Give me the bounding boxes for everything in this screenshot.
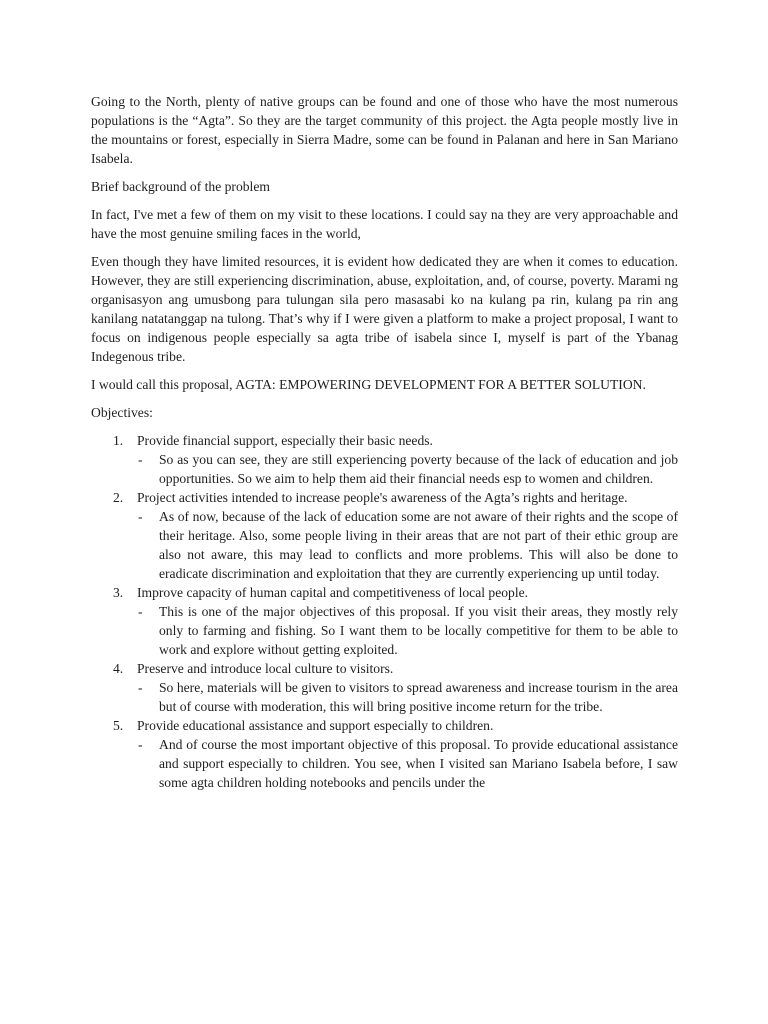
dash-bullet: - [138,680,143,695]
objective-detail [137,507,678,583]
objective-detail [137,450,678,488]
objective-detail-text: And of course the most important objective of this proposal. To provide educational assistance and support especially to children. You see, when I visited san Mariano Isabela before, I saw some agta children holding notebooks and pencils under the [159,737,678,790]
objective-detail-text: So here, materials will be given to visitors to spread awareness and increase tourism in the area but of course with moderation, this will bring positive income return for the tribe. [159,680,678,714]
dash-bullet: - [138,509,143,524]
objective-detail-text: So as you can see, they are still experiencing poverty because of the lack of education and job opportunities. So we aim to help them aid their financial needs esp to women and children. [159,452,678,486]
objective-details [137,450,678,488]
objectives-heading: Objectives: [91,405,153,420]
objective-item [91,583,678,659]
objective-detail [137,678,678,716]
objective-details [137,602,678,659]
objective-number: 5. [113,718,124,733]
document-page [91,92,678,792]
objective-title: Improve capacity of human capital and competitiveness of local people. [137,585,529,600]
objective-title: Provide financial support, especially their basic needs. [137,433,433,448]
objective-title: Project activities intended to increase people's awareness of the Agta’s rights and heritage. [137,490,628,505]
dash-bullet: - [138,604,143,619]
intro-paragraph: Going to the North, plenty of native groups can be found and one of those who have the most numerous populations is the “Agta”. So they are the target community of this project. the Agta people mostly live in the mountains or forest, especially in Sierra Madre, some can be found in Palanan and here in San Mariano Isabela. [91,94,678,166]
objective-number: 2. [113,490,124,505]
objective-details [137,735,678,792]
objective-number: 4. [113,661,124,676]
objective-title: Preserve and introduce local culture to visitors. [137,661,394,676]
objective-number: 3. [113,585,124,600]
objective-detail-text: As of now, because of the lack of education some are not aware of their rights and the scope of their heritage. Also, some people living in their areas that are not part of their ethic group are also not aware, this may lead to conflicts and more problems. This will also be done to eradicate discrimination and exploitation that they are currently experiencing up until today. [159,509,678,581]
objectives-list [91,431,678,792]
objective-title: Provide educational assistance and support especially to children. [137,718,494,733]
objective-details [137,678,678,716]
objective-item [91,659,678,716]
background-heading: Brief background of the problem [91,179,270,194]
proposal-paragraph: I would call this proposal, AGTA: EMPOWERING DEVELOPMENT FOR A BETTER SOLUTION. [91,377,646,392]
objective-detail [137,735,678,792]
objective-number: 1. [113,433,124,448]
objective-detail-text: This is one of the major objectives of this proposal. If you visit their areas, they mostly rely only to farming and fishing. So I want them to be locally competitive for them to be able to work and explore without getting exploited. [159,604,678,657]
resources-paragraph: Even though they have limited resources, it is evident how dedicated they are when it comes to education. However, they are still experiencing discrimination, abuse, exploitation, and, of course, poverty. Marami ng organisasyon ang umusbong para tulungan sila pero masasabi ko na kulang pa rin, kulang pa rin ang kanilang natatanggap na tulong. That’s why if I were given a platform to make a project proposal, I want to focus on indigenous people especially sa agta tribe of isabela since I, myself is part of the Ybanag Indegenous tribe. [91,254,678,364]
objective-item [91,716,678,792]
visit-paragraph: In fact, I've met a few of them on my visit to these locations. I could say na they are very approachable and have the most genuine smiling faces in the world, [91,207,678,241]
objective-item [91,431,678,488]
objective-details [137,507,678,583]
objective-item [91,488,678,583]
objective-detail [137,602,678,659]
dash-bullet: - [138,737,143,752]
dash-bullet: - [138,452,143,467]
